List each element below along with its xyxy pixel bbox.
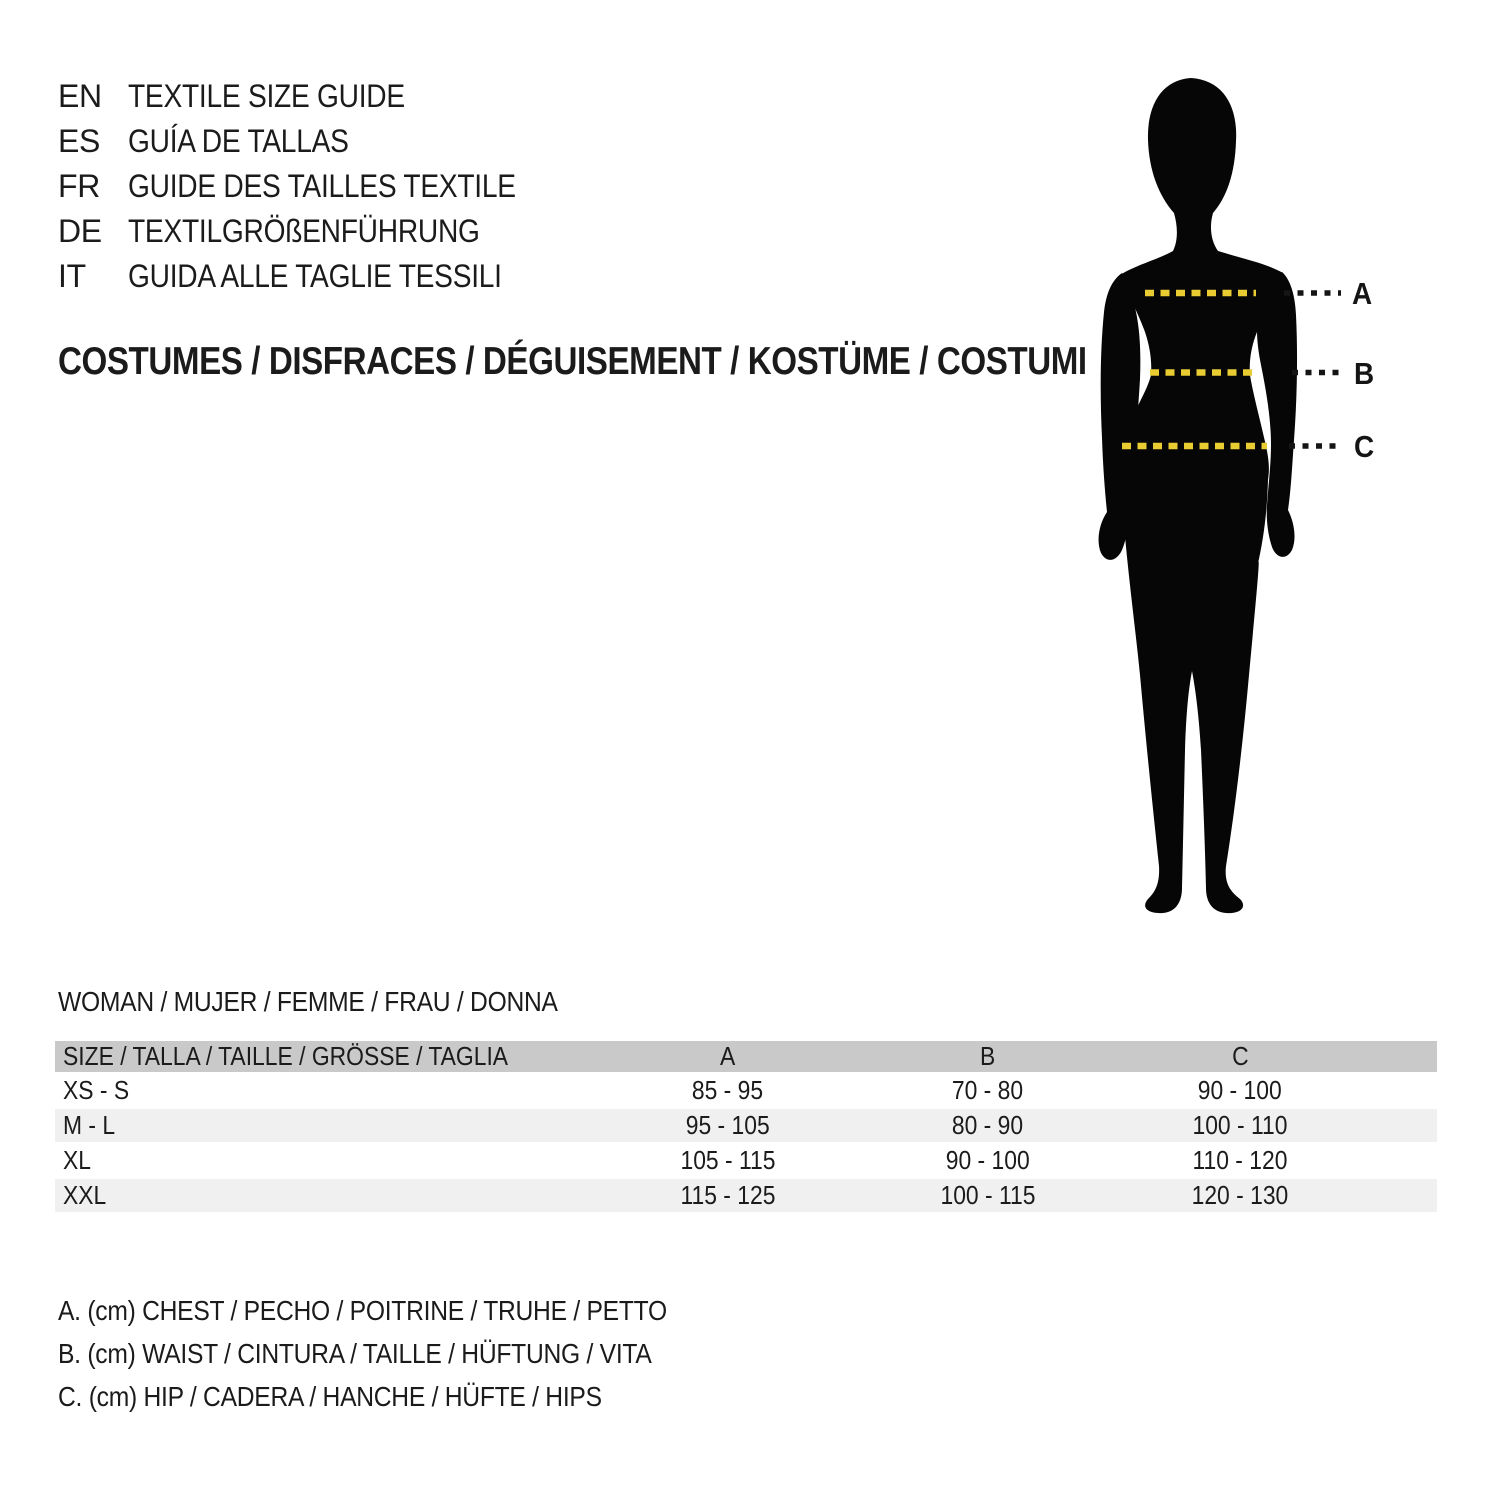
cell-hip-value [1115, 1179, 1365, 1214]
cell-chest-value [595, 1109, 860, 1144]
woman-silhouette-figure [1040, 60, 1460, 940]
legend-line-hip [58, 1375, 750, 1418]
cell-hip-value [1115, 1074, 1365, 1109]
cell-waist-value [860, 1109, 1115, 1144]
chest-value-text: 105 - 115 [680, 1145, 775, 1175]
hip-value-text: 110 - 120 [1192, 1145, 1288, 1175]
section-title-woman [58, 986, 626, 1018]
spacer-cell [1365, 1179, 1437, 1214]
hip-value-text: 120 - 130 [1191, 1180, 1289, 1210]
header-size-text: SIZE / TALLA / TAILLE / GRÖSSE / TAGLIA [63, 1041, 509, 1071]
language-title: TEXTILGRÖßENFÜHRUNG [128, 213, 480, 249]
table-row-xl [55, 1144, 1437, 1179]
cell-chest-value [595, 1074, 860, 1109]
cell-waist-value [860, 1074, 1115, 1109]
table-row-xs-s [55, 1074, 1437, 1109]
header-cell-c [1115, 1041, 1365, 1074]
hip-value-text: 100 - 110 [1192, 1110, 1288, 1140]
language-code: ES [58, 123, 101, 159]
header-cell-b [860, 1041, 1115, 1074]
measurement-legend [58, 1289, 750, 1418]
table-row-xxl [55, 1179, 1437, 1214]
language-row-fr [58, 164, 569, 209]
size-text: XL [63, 1145, 91, 1175]
language-row-de [58, 209, 569, 254]
spacer-cell [1365, 1109, 1437, 1144]
chest-label-a: A [1352, 276, 1373, 312]
language-row-es [58, 119, 569, 164]
category-title-text: COSTUMES / DISFRACES / DÉGUISEMENT / KOSTÜME / COSTUMI [58, 340, 1087, 383]
language-title: GUIDA ALLE TAGLIE TESSILI [128, 258, 502, 294]
waist-value-text: 100 - 115 [940, 1180, 1035, 1210]
chest-value-text: 95 - 105 [685, 1110, 770, 1140]
spacer-cell [1365, 1144, 1437, 1179]
legend-line-chest [58, 1289, 750, 1332]
silhouette-body [1120, 78, 1283, 913]
table-row-m-l [55, 1109, 1437, 1144]
header-a-text: A [719, 1041, 736, 1071]
size-text: XS - S [63, 1075, 130, 1105]
waist-label-b: B [1354, 356, 1375, 392]
language-title: GUIDE DES TAILLES TEXTILE [128, 168, 516, 204]
size-table-header-row [55, 1041, 1437, 1074]
header-cell-a [595, 1041, 860, 1074]
cell-size-label [55, 1179, 595, 1214]
cell-chest-value [595, 1144, 860, 1179]
hip-value-text: 90 - 100 [1198, 1075, 1282, 1105]
language-code: IT [58, 258, 86, 294]
legend-hip-text: C. (cm) HIP / CADERA / HANCHE / HÜFTE / HIPS [58, 1381, 602, 1412]
hip-label-c: C [1354, 429, 1375, 465]
language-code: FR [58, 168, 101, 204]
header-c-text: C [1231, 1041, 1249, 1071]
cell-size-label [55, 1074, 595, 1109]
size-table [55, 1041, 1437, 1214]
language-title: TEXTILE SIZE GUIDE [128, 78, 405, 114]
chest-value-text: 115 - 125 [680, 1180, 775, 1210]
language-code: DE [58, 213, 102, 249]
header-spacer-cell [1365, 1041, 1437, 1074]
waist-value-text: 70 - 80 [951, 1075, 1024, 1105]
language-title: GUÍA DE TALLAS [128, 123, 349, 159]
measurement-figure [1040, 60, 1460, 940]
language-list [58, 74, 569, 299]
cell-chest-value [595, 1179, 860, 1214]
cell-waist-value [860, 1144, 1115, 1179]
cell-hip-value [1115, 1144, 1365, 1179]
size-text: XXL [63, 1180, 107, 1210]
section-title-text: WOMAN / MUJER / FEMME / FRAU / DONNA [58, 986, 558, 1017]
language-row-en [58, 74, 569, 119]
size-text: M - L [63, 1110, 116, 1140]
waist-value-text: 90 - 100 [945, 1145, 1030, 1175]
size-table-container [55, 1041, 1437, 1214]
waist-value-text: 80 - 90 [951, 1110, 1024, 1140]
language-row-it [58, 254, 569, 299]
cell-size-label [55, 1109, 595, 1144]
spacer-cell [1365, 1074, 1437, 1109]
cell-hip-value [1115, 1109, 1365, 1144]
cell-waist-value [860, 1179, 1115, 1214]
legend-line-waist [58, 1332, 750, 1375]
cell-size-label [55, 1144, 595, 1179]
legend-waist-text: B. (cm) WAIST / CINTURA / TAILLE / HÜFTUNG / VITA [58, 1338, 652, 1369]
legend-chest-text: A. (cm) CHEST / PECHO / POITRINE / TRUHE / PETTO [58, 1295, 667, 1326]
header-b-text: B [979, 1041, 996, 1071]
header-cell-size [55, 1041, 595, 1074]
chest-value-text: 85 - 95 [691, 1075, 764, 1105]
language-code: EN [58, 78, 102, 114]
